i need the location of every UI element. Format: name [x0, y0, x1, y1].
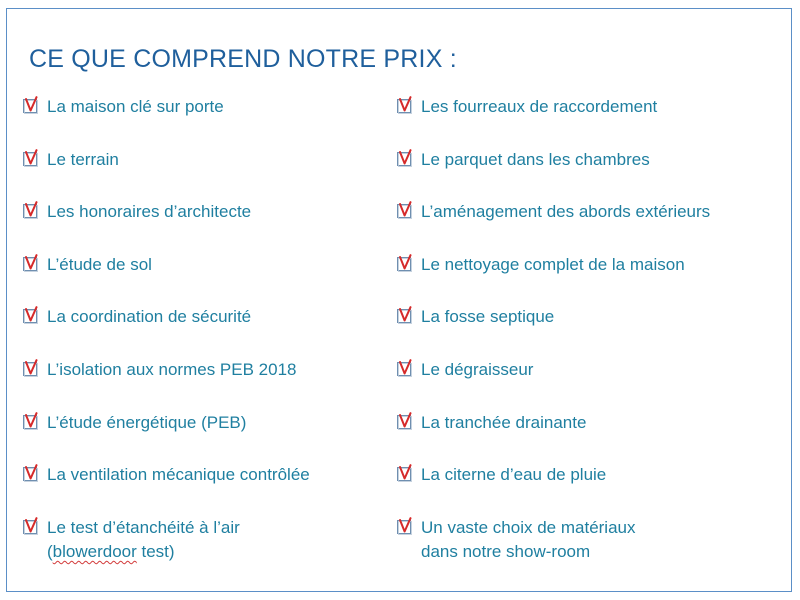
- right-item: [396, 516, 636, 564]
- left-item-text: La ventilation mécanique contrôlée: [47, 465, 310, 485]
- right-item-text: La citerne d’eau de pluie: [421, 465, 607, 485]
- paren-close-text: test): [136, 541, 175, 561]
- left-item-label: [47, 358, 297, 382]
- left-item: [22, 463, 310, 487]
- right-item-text: Les fourreaux de raccordement: [421, 97, 658, 116]
- right-item: [396, 463, 606, 487]
- left-item: [22, 305, 251, 329]
- left-item-label: [47, 305, 251, 329]
- left-item-text: Le test d’étanchéité à l’air: [47, 517, 240, 537]
- right-item-text-line2: dans notre show-room: [421, 541, 591, 561]
- checkbox-v-icon: [396, 201, 415, 220]
- left-item-text-line2: [47, 540, 240, 564]
- checkbox-v-icon: [22, 359, 41, 378]
- left-item-label: [47, 411, 246, 435]
- checkbox-v-icon: [396, 464, 415, 483]
- left-item: [22, 200, 251, 224]
- right-item-label: [421, 516, 636, 564]
- right-item-label: [421, 411, 586, 435]
- checkbox-v-icon: [22, 306, 41, 325]
- left-item: [22, 411, 246, 435]
- right-item: [396, 305, 554, 329]
- checkbox-v-icon: [396, 412, 415, 431]
- right-item-text: L’aménagement des abords extérieurs: [421, 202, 711, 222]
- left-item-label: [47, 253, 152, 277]
- right-item: [396, 95, 657, 119]
- right-item-label: [421, 305, 554, 329]
- right-item: [396, 411, 586, 435]
- checkbox-v-icon: [22, 201, 41, 220]
- right-item: [396, 148, 650, 172]
- checkbox-v-icon: [396, 306, 415, 325]
- left-item-label: [47, 95, 224, 119]
- paren-open: (: [47, 541, 53, 561]
- left-item-text: Le terrain: [47, 149, 119, 169]
- left-item-label: [47, 463, 310, 487]
- right-item-text: La fosse septique: [421, 307, 555, 327]
- left-item-text: La maison clé sur porte: [47, 97, 224, 116]
- checkbox-v-icon: [396, 254, 415, 273]
- right-item-label: [421, 358, 533, 382]
- left-item-text: La coordination de sécurité: [47, 307, 252, 327]
- page-title: CE QUE COMPREND NOTRE PRIX :: [29, 45, 457, 73]
- checkbox-v-icon: [22, 412, 41, 431]
- right-item-label: [421, 95, 657, 119]
- checkbox-v-icon: [22, 517, 41, 536]
- checkbox-v-icon: [22, 149, 41, 168]
- right-item-text: Un vaste choix de matériaux: [421, 517, 636, 537]
- left-item-text: L’étude de sol: [47, 254, 152, 274]
- right-item-text: Le dégraisseur: [421, 360, 534, 379]
- left-item-label: [47, 516, 240, 564]
- right-item: [396, 200, 710, 224]
- right-item-label: [421, 253, 685, 277]
- left-item-text: Les honoraires d’architecte: [47, 202, 252, 222]
- right-item-text: Le nettoyage complet de la maison: [421, 254, 685, 274]
- checkbox-v-icon: [396, 96, 415, 115]
- right-item-text: La tranchée drainante: [421, 412, 587, 432]
- left-item-text: L’étude énergétique (PEB): [47, 412, 247, 432]
- left-item: [22, 253, 152, 277]
- left-item: [22, 516, 240, 564]
- checkbox-v-icon: [22, 254, 41, 273]
- right-item-label: [421, 148, 650, 172]
- checkbox-v-icon: [396, 359, 415, 378]
- left-item: [22, 95, 224, 119]
- left-item-text: L’isolation aux normes PEB 2018: [47, 360, 297, 379]
- right-item-label: [421, 463, 606, 487]
- left-item-label: [47, 200, 251, 224]
- left-item: [22, 148, 119, 172]
- checkbox-v-icon: [22, 464, 41, 483]
- checkbox-v-icon: [22, 96, 41, 115]
- right-item: [396, 253, 685, 277]
- checkbox-v-icon: [396, 149, 415, 168]
- spellcheck-word: blowerdoor: [52, 541, 137, 561]
- right-item-text: Le parquet dans les chambres: [421, 149, 650, 169]
- checkbox-v-icon: [396, 517, 415, 536]
- left-item: [22, 358, 297, 382]
- left-item-label: [47, 148, 119, 172]
- right-item-label: [421, 200, 710, 224]
- right-item: [396, 358, 533, 382]
